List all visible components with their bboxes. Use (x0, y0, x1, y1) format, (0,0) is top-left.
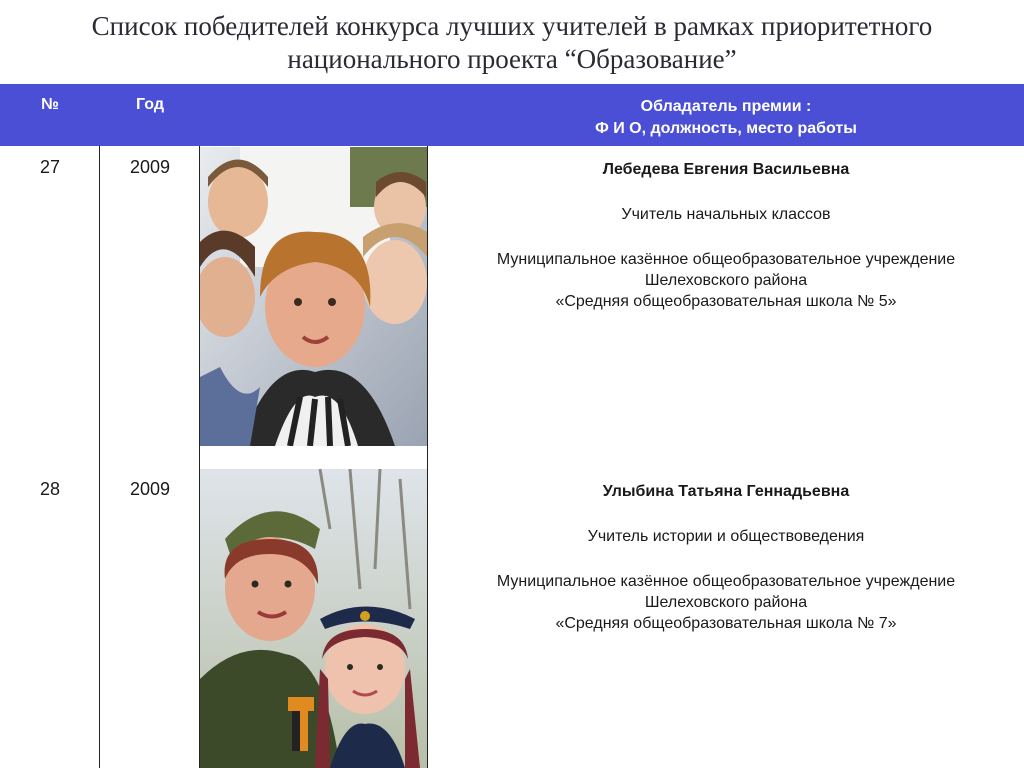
table-row (0, 469, 1024, 768)
row-num: 28 (39, 479, 61, 499)
row-year: 2009 (129, 479, 171, 499)
owner-org-line-3: «Средняя общеобразовательная школа № 5» (555, 293, 897, 310)
header-owner-line-1: Обладатель премии : (640, 98, 812, 115)
owner-info (428, 159, 1024, 312)
row-year: 2009 (129, 157, 171, 177)
owner-org-line-2: Шелеховского района (644, 272, 808, 289)
table-header (0, 84, 1024, 146)
owner-org-line-1: Муниципальное казённое общеобразовательное учреждение (496, 573, 956, 590)
owner-name: Улыбина Татьяна Геннадьевна (602, 483, 850, 500)
owner-position: Учитель истории и обществоведения (587, 528, 865, 545)
owner-info (428, 481, 1024, 634)
page-title-line-1: Список победителей конкурса лучших учителей в рамках приоритетного (91, 11, 933, 41)
table-row (0, 147, 1024, 447)
row-num: 27 (39, 157, 61, 177)
teacher-photo (200, 469, 427, 768)
header-owner-line-2: Ф И О, должность, место работы (595, 120, 857, 137)
owner-org-line-3: «Средняя общеобразовательная школа № 7» (555, 615, 897, 632)
page-title (0, 10, 1024, 76)
owner-position: Учитель начальных классов (621, 206, 831, 223)
page-title-line-2: национального проекта “Образование” (287, 44, 737, 74)
header-owner (428, 96, 1024, 140)
teacher-photo (200, 147, 427, 446)
header-year: Год (136, 96, 164, 113)
owner-org-line-1: Муниципальное казённое общеобразовательное учреждение (496, 251, 956, 268)
owner-org-line-2: Шелеховского района (644, 594, 808, 611)
owner-name: Лебедева Евгения Васильевна (602, 161, 850, 178)
header-num: № (41, 96, 59, 113)
